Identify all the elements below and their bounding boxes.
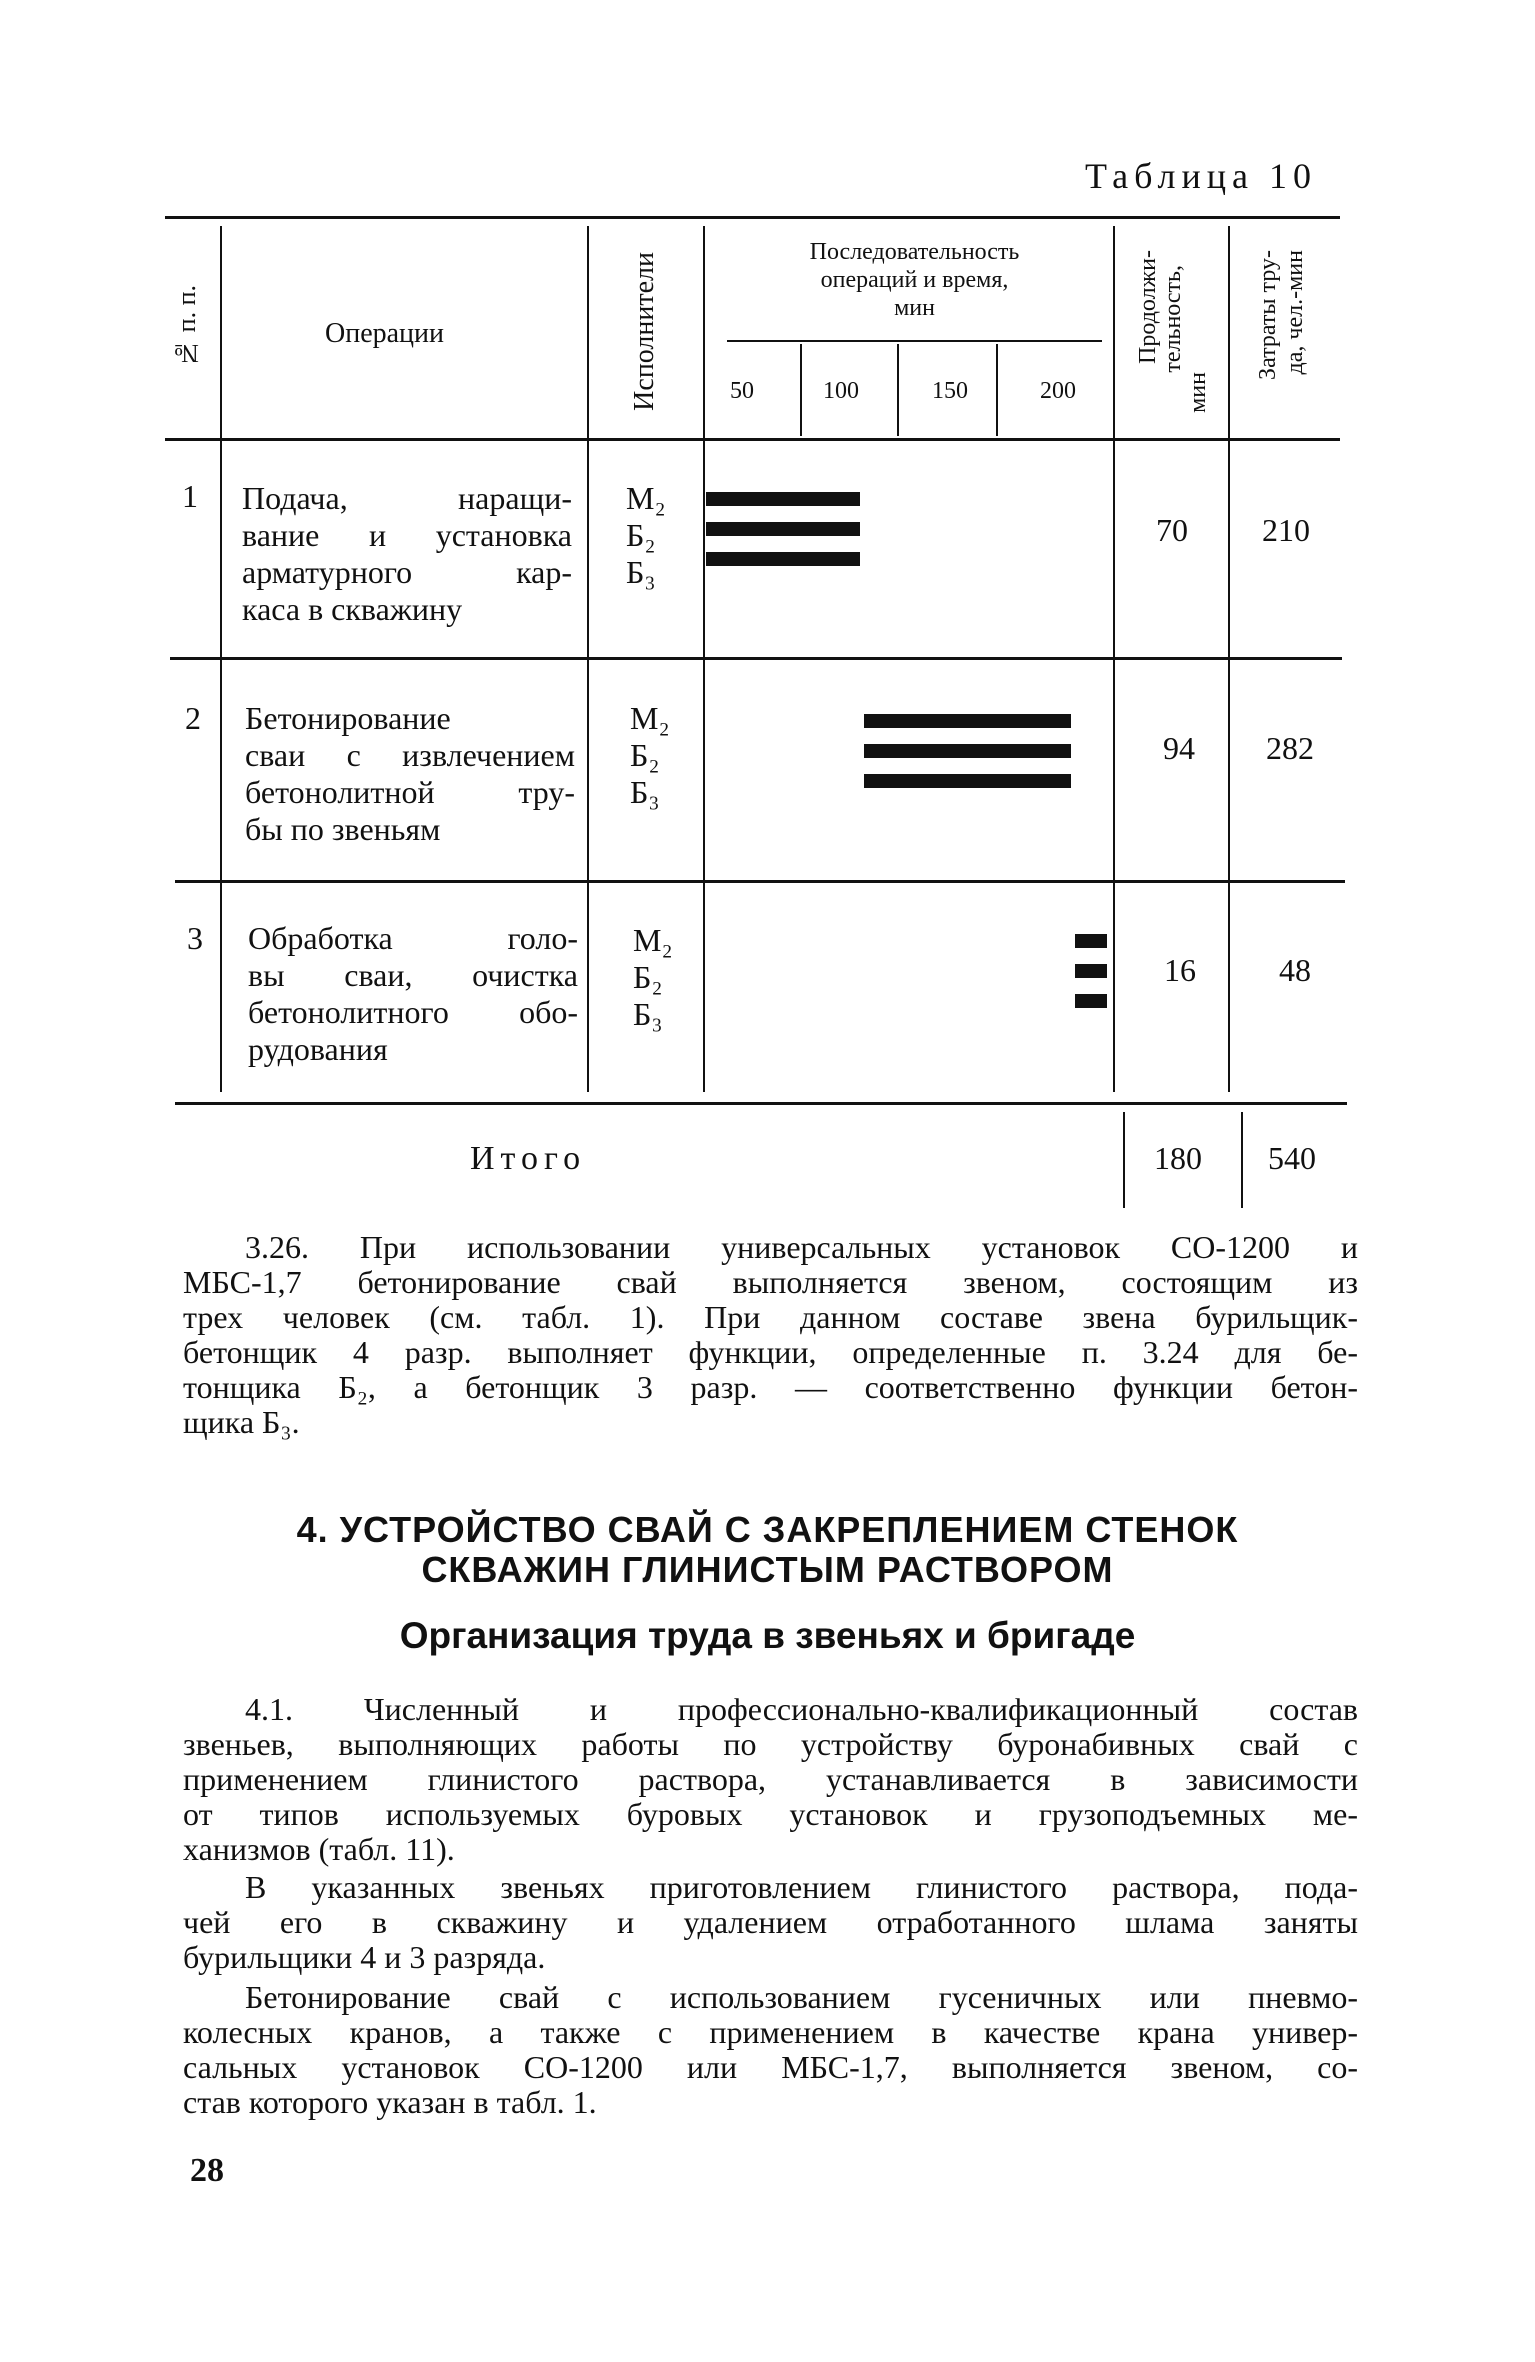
tick-rule-100 xyxy=(800,344,802,436)
tick-label-150: 150 xyxy=(932,378,968,404)
paragraph-clay xyxy=(183,1870,1358,1975)
text-line: В указанных звеньях приготовлением глинистого раствора, пода- xyxy=(245,1869,1358,1905)
row-duration: 70 xyxy=(1156,512,1188,548)
text-line: применением глинистого раствора, устанавливается в зависимости xyxy=(183,1761,1358,1797)
header-sequence-line: мин xyxy=(894,295,935,321)
gantt-bar xyxy=(864,714,1072,728)
row-duration: 94 xyxy=(1163,730,1195,766)
row-duration: 16 xyxy=(1164,952,1196,988)
header-duration-line: мин xyxy=(1185,372,1211,413)
header-duration-line: Продолжи- xyxy=(1135,250,1161,364)
operation-line: вы сваи, очистка xyxy=(248,957,578,993)
row-rule-1 xyxy=(170,657,1342,660)
operation-line: бы по звеньям xyxy=(245,811,441,847)
header-duration-line: тельность, xyxy=(1160,265,1186,373)
paragraph-3-26 xyxy=(183,1230,1358,1440)
total-duration: 180 xyxy=(1154,1140,1202,1176)
gantt-bar xyxy=(1075,934,1107,948)
text-line: трех человек (см. табл. 1). При данном составе звена бурильщик- xyxy=(183,1299,1358,1335)
executor: Б₂ xyxy=(630,737,660,773)
executor: Б₃ xyxy=(630,774,660,810)
row-operation xyxy=(242,480,572,628)
executor: Б₂ xyxy=(626,517,656,553)
operation-line: вание и установка xyxy=(242,517,572,553)
row-labor: 48 xyxy=(1279,952,1311,988)
row-executors xyxy=(630,700,670,811)
tick-rule-150 xyxy=(897,344,899,436)
text-line: колесных кранов, а также с применением в качестве крана универ- xyxy=(183,2014,1358,2050)
tick-label-100: 100 xyxy=(823,378,859,404)
operation-line: бетонолитного обо- xyxy=(248,994,578,1030)
operation-line: арматурного кар- xyxy=(242,554,572,590)
text-line: бетонщик 4 разр. выполняет функции, определенные п. 3.24 для бе- xyxy=(183,1334,1358,1370)
col-rule-seq xyxy=(1113,226,1115,1092)
col-rule-num xyxy=(220,226,222,1092)
section-heading-line: 4. УСТРОЙСТВО СВАЙ С ЗАКРЕПЛЕНИЕМ СТЕНОК xyxy=(296,1509,1239,1550)
row-rule-3 xyxy=(175,1102,1347,1105)
text-line: ханизмов (табл. 11). xyxy=(183,1831,455,1867)
sequence-subrule xyxy=(727,340,1102,342)
executor: М₂ xyxy=(633,922,673,958)
gantt-bar xyxy=(1075,994,1107,1008)
executor: М₂ xyxy=(626,480,666,516)
col-rule-exec xyxy=(703,226,705,1092)
operation-line: бетонолитной тру- xyxy=(245,774,575,810)
row-executors xyxy=(633,922,673,1033)
text-line: Бетонирование свай с использованием гусеничных или пневмо- xyxy=(245,1979,1358,2015)
col-rule-total-dur xyxy=(1123,1112,1125,1208)
executor: Б₂ xyxy=(633,959,663,995)
operation-line: Обработка голо- xyxy=(248,920,578,956)
header-num: № п. п. xyxy=(172,285,201,368)
header-labor-line: да, чел.-мин xyxy=(1282,250,1308,375)
row-num: 1 xyxy=(182,478,198,514)
text-line: щика Б₃. xyxy=(183,1404,300,1440)
row-executors xyxy=(626,480,666,591)
gantt-bar xyxy=(706,522,860,536)
total-labor: 540 xyxy=(1268,1140,1316,1176)
text-line: 4.1. Численный и профессионально-квалификационный состав xyxy=(245,1691,1358,1727)
row-operation xyxy=(245,700,575,848)
header-executors: Исполнители xyxy=(629,252,660,411)
row-rule-2 xyxy=(175,880,1345,883)
text-line: чей его в скважину и удалением отработанного шлама заняты xyxy=(183,1904,1358,1940)
operation-line: сваи с извлечением xyxy=(245,737,575,773)
gantt-bar xyxy=(1075,964,1107,978)
section-heading-line: СКВАЖИН ГЛИНИСТЫМ РАСТВОРОМ xyxy=(421,1549,1114,1590)
tick-label-50: 50 xyxy=(730,378,754,404)
operation-line: каса в скважину xyxy=(242,591,463,627)
section-heading xyxy=(0,1510,1535,1590)
operation-line: рудования xyxy=(248,1031,388,1067)
tick-rule-200 xyxy=(996,344,998,436)
header-sequence-line: операций и время, xyxy=(820,267,1009,293)
header-sequence-line: Последовательность xyxy=(809,239,1020,265)
paragraph-4-1 xyxy=(183,1692,1358,1867)
executor: М₂ xyxy=(630,700,670,736)
operation-line: Бетонирование xyxy=(245,700,451,736)
row-num: 3 xyxy=(187,920,203,956)
text-line: сальных установок СО-1200 или МБС-1,7, выполняется звеном, со- xyxy=(183,2049,1358,2085)
text-line: МБС-1,7 бетонирование свай выполняется звеном, состоящим из xyxy=(183,1264,1358,1300)
operation-line: Подача, наращи- xyxy=(242,480,572,516)
header-sequence xyxy=(727,238,1102,322)
executor: Б₃ xyxy=(633,996,663,1032)
header-labor-line: Затраты тру- xyxy=(1255,250,1281,380)
text-line: став которого указан в табл. 1. xyxy=(183,2084,597,2120)
gantt-bar xyxy=(864,744,1072,758)
paragraph-concreting xyxy=(183,1980,1358,2120)
gantt-bar xyxy=(706,552,860,566)
table-header-rule xyxy=(165,438,1340,441)
total-label: Итого xyxy=(470,1140,587,1177)
gantt-bar xyxy=(864,774,1072,788)
text-line: 3.26. При использовании универсальных установок СО-1200 и xyxy=(245,1229,1358,1265)
col-rule-ops xyxy=(587,226,589,1092)
gantt-bar xyxy=(706,492,860,506)
page-number: 28 xyxy=(190,2152,224,2189)
row-labor: 282 xyxy=(1266,730,1314,766)
row-num: 2 xyxy=(185,700,201,736)
subheading: Организация труда в звеньях и бригаде xyxy=(399,1615,1136,1656)
tick-label-200: 200 xyxy=(1040,378,1076,404)
executor: Б₃ xyxy=(626,554,656,590)
row-operation xyxy=(248,920,578,1068)
table-caption: Таблица 10 xyxy=(1085,156,1317,196)
text-line: звеньев, выполняющих работы по устройству буронабивных свай с xyxy=(183,1726,1358,1762)
header-operations: Операции xyxy=(325,318,445,349)
text-line: от типов используемых буровых установок и грузоподъемных ме- xyxy=(183,1796,1358,1832)
text-line: тонщика Б₂, а бетонщик 3 разр. — соответственно функции бетон- xyxy=(183,1369,1358,1405)
table-top-rule xyxy=(165,216,1340,219)
row-labor: 210 xyxy=(1262,512,1310,548)
text-line: бурильщики 4 и 3 разряда. xyxy=(183,1939,546,1975)
